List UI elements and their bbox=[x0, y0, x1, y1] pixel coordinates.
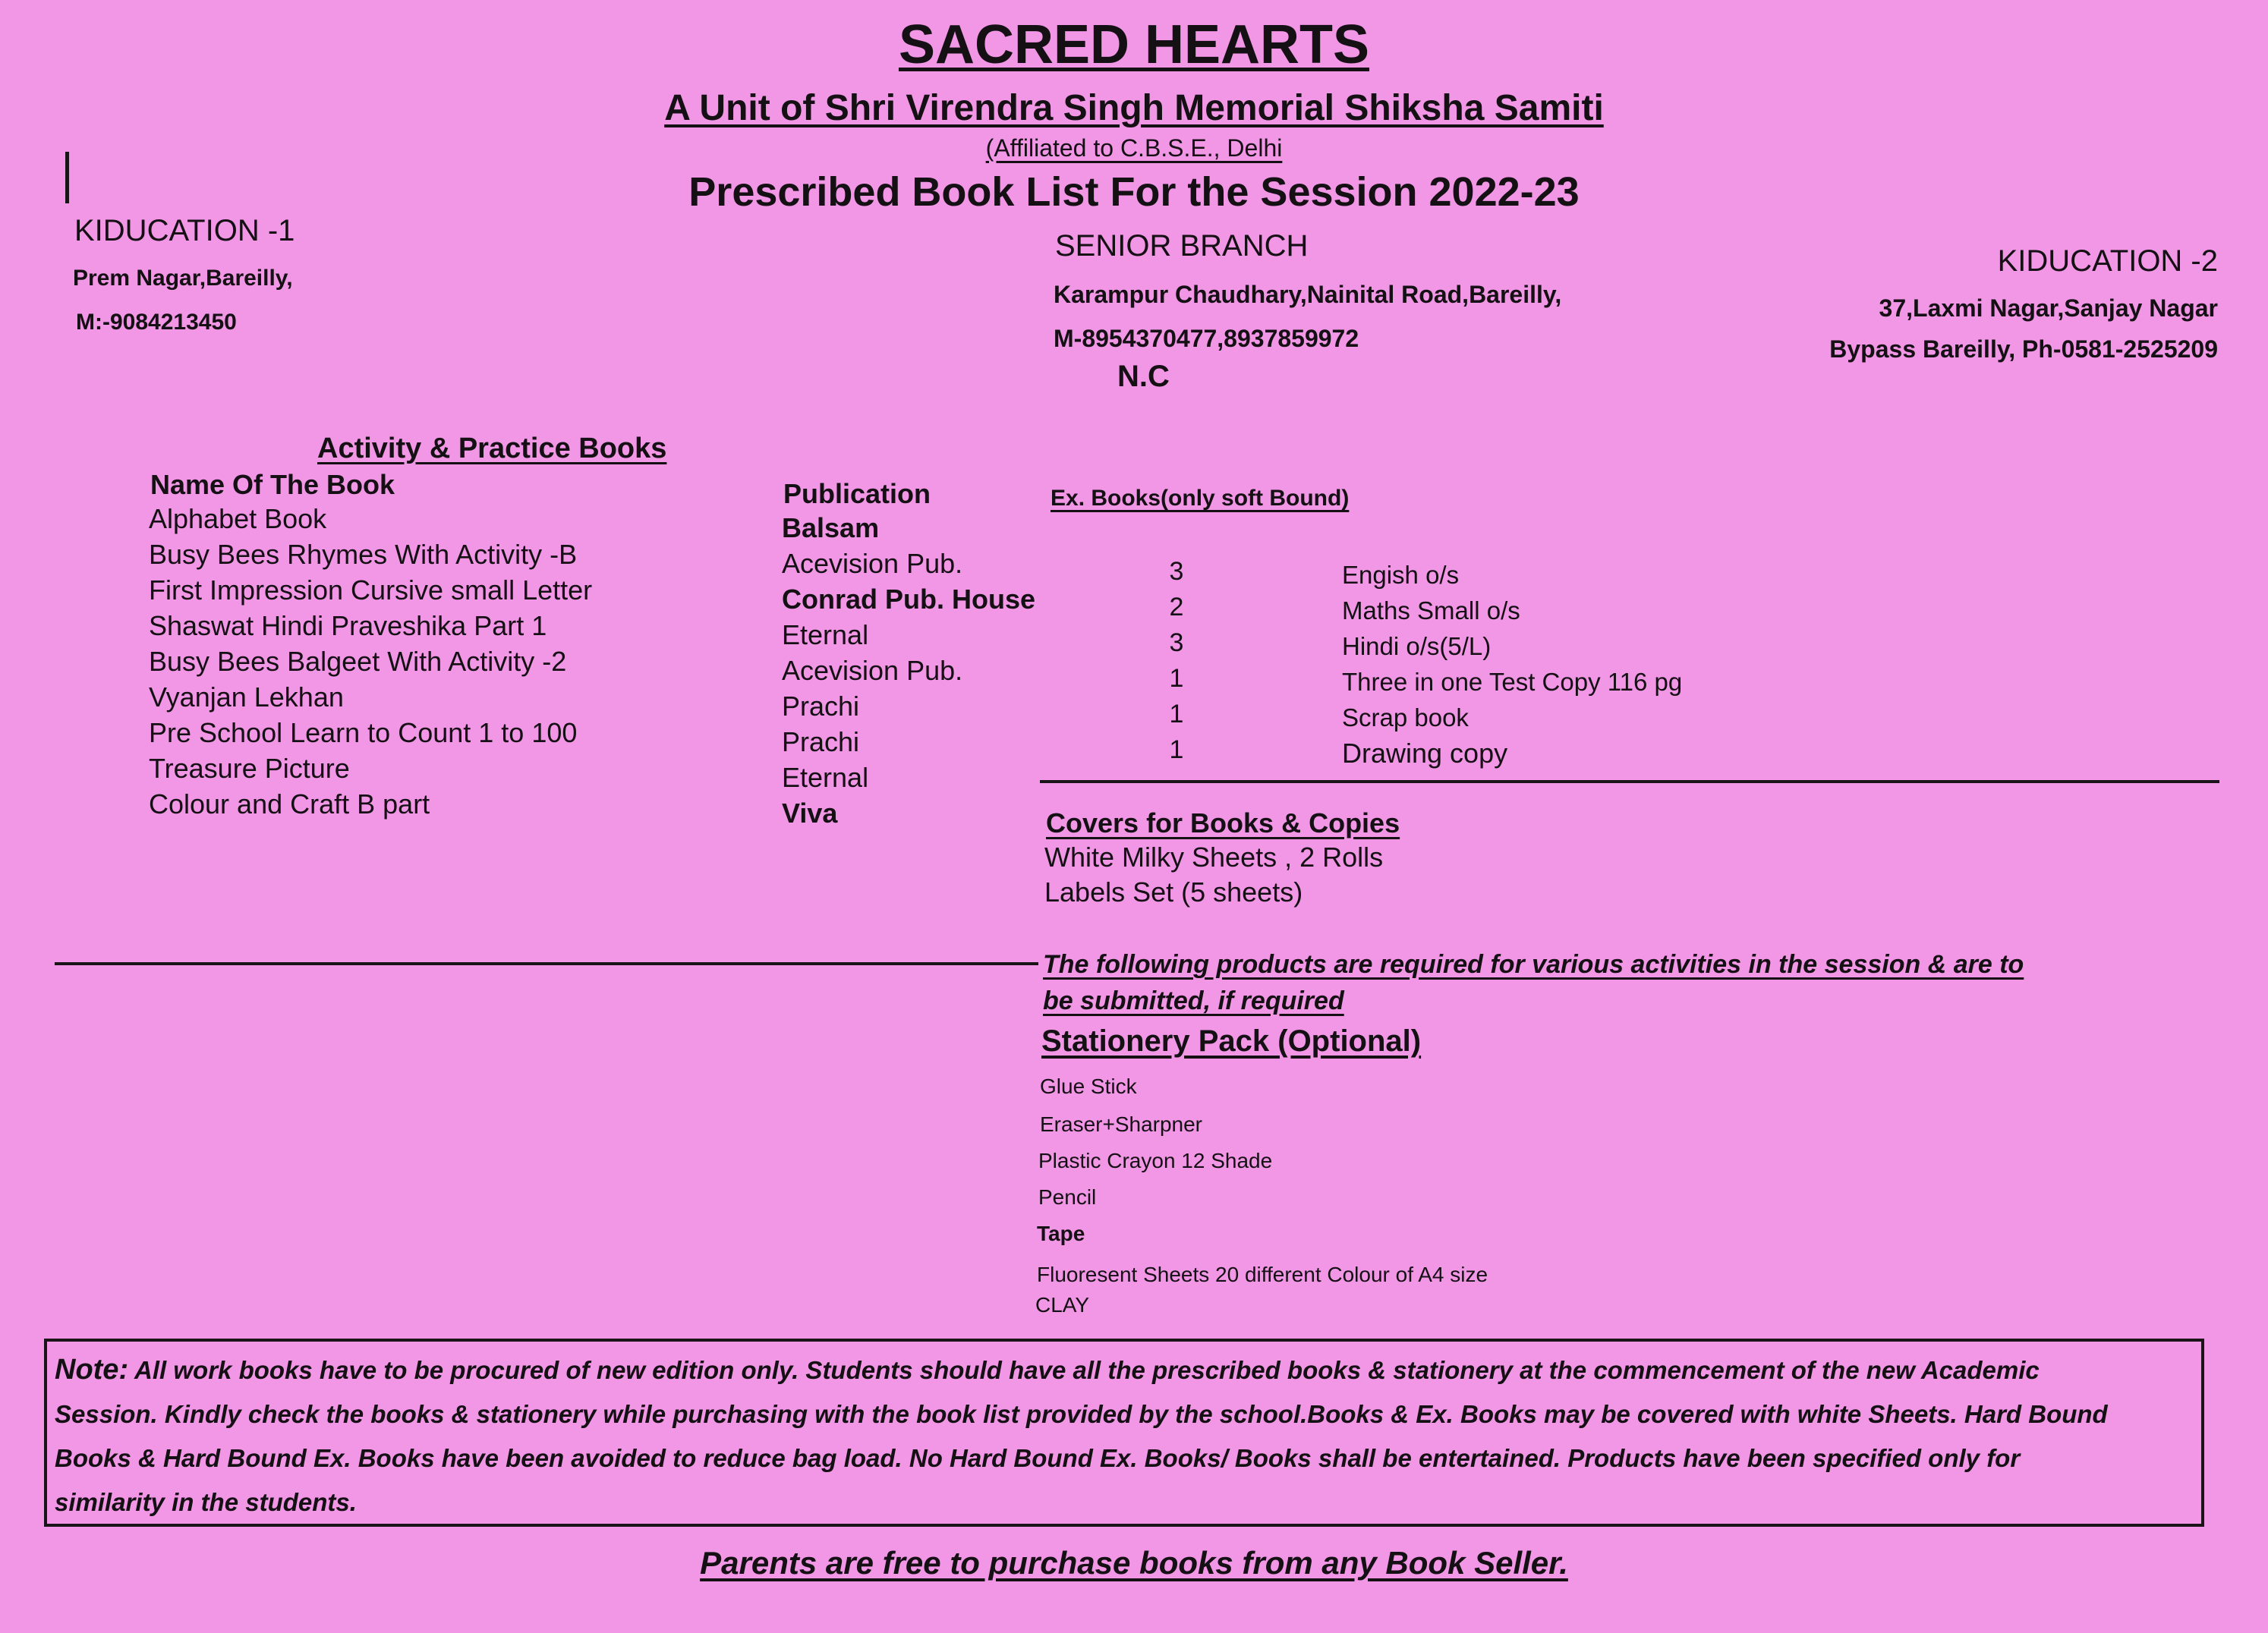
book-name: Shaswat Hindi Praveshika Part 1 bbox=[149, 610, 547, 641]
book-publication: Balsam bbox=[782, 512, 880, 543]
book-name: Vyanjan Lekhan bbox=[149, 681, 344, 713]
branch-left-phone: M:-9084213450 bbox=[76, 310, 237, 335]
margin-mark bbox=[65, 152, 69, 203]
branch-right-name: KIDUCATION -2 bbox=[1997, 244, 2218, 278]
publication-list bbox=[782, 510, 1044, 831]
ex-book-name: Engish o/s bbox=[1342, 561, 1460, 589]
ex-books-name-list bbox=[1342, 557, 1682, 771]
footer-note: Parents are free to purchase books from any Book Seller. bbox=[700, 1545, 1568, 1581]
book-name: Busy Bees Rhymes With Activity -B bbox=[149, 539, 578, 570]
ex-book-qty: 1 bbox=[1169, 664, 1184, 693]
cover-item: Labels Set (5 sheets) bbox=[1044, 876, 1303, 908]
stationery-item: Pencil bbox=[1038, 1185, 1097, 1209]
stationery-item: Eraser+Sharpner bbox=[1040, 1112, 1203, 1136]
ex-book-name: Hindi o/s(5/L) bbox=[1342, 632, 1492, 660]
activities-note-line1: The following products are required for various activities in the session & are to bbox=[1043, 950, 2024, 979]
note-body: All work books have to be procured of new edition only. Students should have all the prescribed books & stationery at the commencement of the new Academic Session. Kindly check the books & stationery while purchasing with the book list provided by the school.Books & Ex. Books may be covered with white Sheets. Hard Bound Books & Hard Bound Ex. Books have been avoided to reduce bag load. No Hard Bound Ex. Books/ Books shall be entertained. Products have been specified only for similarity in the students. bbox=[55, 1356, 2108, 1516]
note-text bbox=[55, 1348, 2119, 1524]
stationery-item: Tape bbox=[1037, 1222, 1085, 1245]
book-name: Colour and Craft B part bbox=[149, 788, 430, 820]
ex-book-qty: 1 bbox=[1169, 735, 1184, 764]
cover-item: White Milky Sheets , 2 Rolls bbox=[1044, 842, 1384, 873]
branch-center-name: SENIOR BRANCH bbox=[1055, 229, 1309, 263]
book-publication: Prachi bbox=[782, 691, 860, 722]
book-publication: Viva bbox=[782, 798, 838, 829]
branch-left-name: KIDUCATION -1 bbox=[74, 214, 295, 247]
branch-right-address: 37,Laxmi Nagar,Sanjay Nagar bbox=[1879, 294, 2218, 322]
unit-of: A Unit of Shri Virendra Singh Memorial Shiksha Samiti bbox=[664, 88, 1604, 128]
stationery-item: Fluoresent Sheets 20 different Colour of A4 size bbox=[1037, 1263, 1488, 1286]
note-label: Note: bbox=[55, 1354, 129, 1386]
branch-center-class: N.C bbox=[1117, 360, 1170, 393]
book-name: Pre School Learn to Count 1 to 100 bbox=[149, 717, 578, 748]
book-name: Busy Bees Balgeet With Activity -2 bbox=[149, 646, 567, 677]
branch-right-phone: Bypass Bareilly, Ph-0581-2525209 bbox=[1829, 335, 2218, 363]
divider-left bbox=[55, 962, 1038, 965]
ex-book-qty: 3 bbox=[1169, 557, 1184, 586]
book-publication: Eternal bbox=[782, 762, 869, 793]
stationery-item: Glue Stick bbox=[1040, 1075, 1137, 1098]
book-name-list bbox=[149, 501, 592, 822]
book-publication: Acevision Pub. bbox=[782, 548, 963, 579]
book-publication: Eternal bbox=[782, 619, 869, 650]
ex-book-name: Scrap book bbox=[1342, 703, 1469, 732]
book-name: Alphabet Book bbox=[149, 503, 327, 534]
books-col-publication: Publication bbox=[783, 478, 931, 509]
book-publication: Acevision Pub. bbox=[782, 655, 963, 686]
book-publication: Prachi bbox=[782, 726, 860, 757]
ex-books-qty-list bbox=[1154, 554, 1199, 768]
ex-book-qty: 2 bbox=[1169, 593, 1184, 621]
books-section-title: Activity & Practice Books bbox=[317, 433, 667, 464]
covers-title: Covers for Books & Copies bbox=[1046, 807, 1400, 839]
ex-books-title: Ex. Books(only soft Bound) bbox=[1051, 486, 1350, 511]
session-title: Prescribed Book List For the Session 2022-23 bbox=[688, 169, 1580, 215]
stationery-item: CLAY bbox=[1035, 1293, 1090, 1317]
ex-book-name: Drawing copy bbox=[1342, 738, 1508, 769]
ex-book-qty: 1 bbox=[1169, 700, 1184, 728]
book-name: First Impression Cursive small Letter bbox=[149, 574, 593, 606]
book-name: Treasure Picture bbox=[149, 753, 350, 784]
ex-book-qty: 3 bbox=[1169, 628, 1184, 657]
school-name: SACRED HEARTS bbox=[898, 14, 1370, 75]
books-col-name: Name Of The Book bbox=[150, 469, 395, 500]
ex-book-name: Three in one Test Copy 116 pg bbox=[1342, 668, 1683, 696]
activities-note-line2: be submitted, if required bbox=[1043, 986, 1344, 1015]
branch-left-address: Prem Nagar,Bareilly, bbox=[73, 266, 293, 291]
ex-book-name: Maths Small o/s bbox=[1342, 596, 1520, 625]
stationery-item: Plastic Crayon 12 Shade bbox=[1038, 1149, 1273, 1172]
branch-center-phone: M-8954370477,8937859972 bbox=[1054, 325, 1359, 352]
book-publication: Conrad Pub. House bbox=[782, 584, 1036, 615]
divider-right bbox=[1040, 780, 2219, 783]
stationery-title: Stationery Pack (Optional) bbox=[1041, 1024, 1422, 1058]
affiliation: (Affiliated to C.B.S.E., Delhi bbox=[985, 134, 1283, 162]
branch-center-address: Karampur Chaudhary,Nainital Road,Bareilly, bbox=[1054, 281, 1562, 308]
